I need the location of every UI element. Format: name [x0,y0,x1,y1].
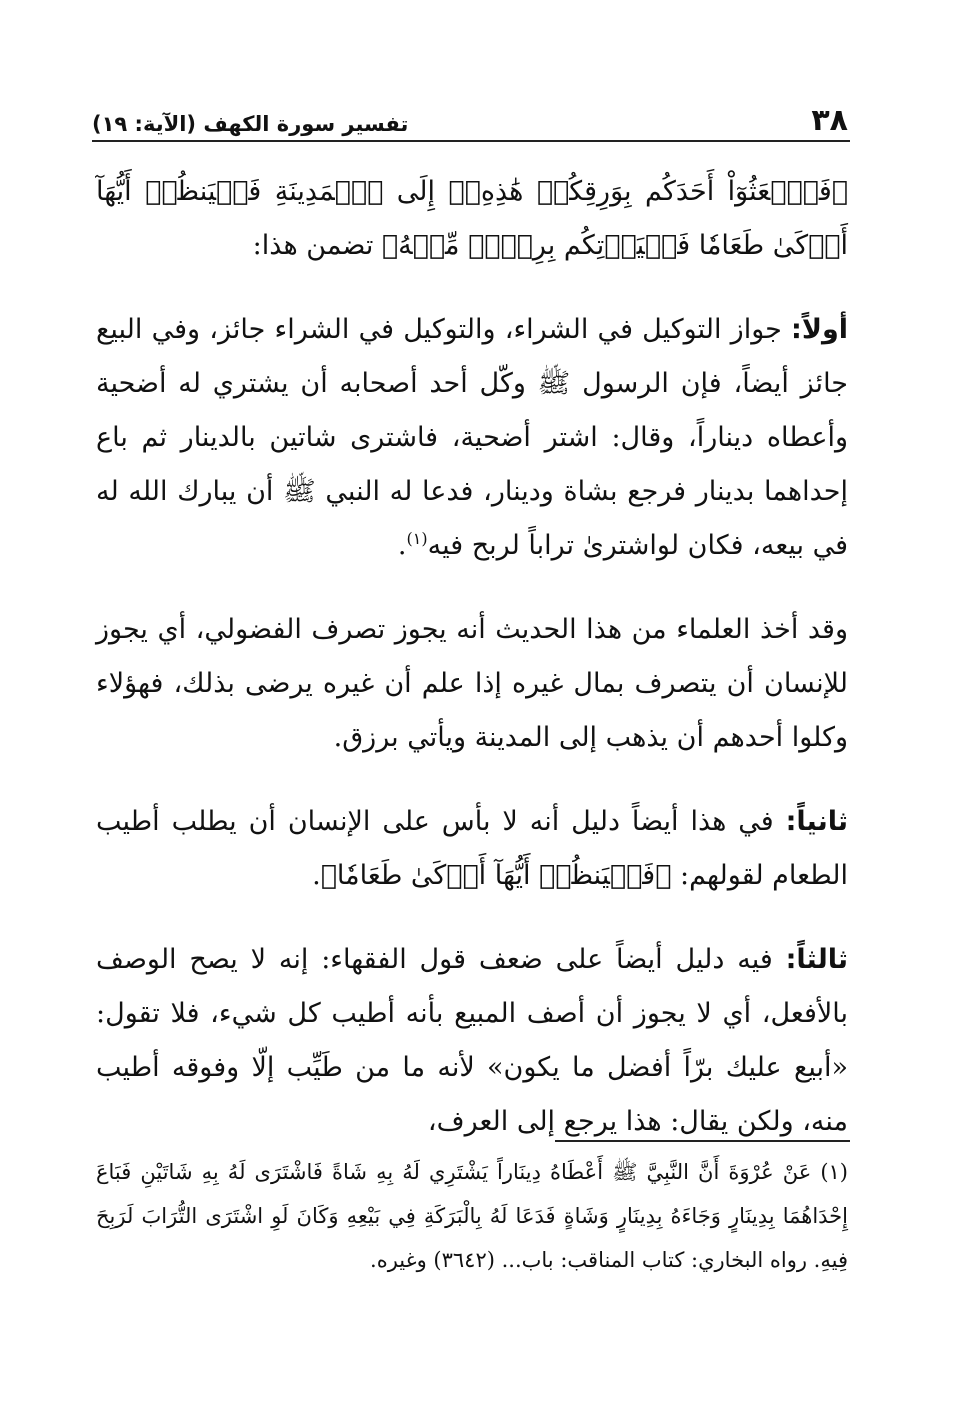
page-number: ٣٨ [811,103,848,138]
page-header [92,92,850,142]
main-text [96,165,848,1179]
verse-text: ﴿فَٱبۡعَثُوٓاْ أَحَدَكُم بِوَرِقِكُمۡ هَٰذِهِۦٓ إِلَى ٱلۡمَدِينَةِ فَلۡيَنظُرۡ أَيُّهَآ أَزۡكَىٰ طَعَامٗا فَلۡيَأۡتِكُم بِرِزۡقٖ مِّنۡهُ﴾ تضمن هذا: [96,176,848,261]
point-first-label: أولاً: [791,314,848,345]
footnotes [96,1150,848,1282]
point-second-paragraph [96,795,848,903]
point-third-paragraph [96,933,848,1149]
point-first-tail: . [397,530,407,561]
fudooli-paragraph [96,603,848,765]
footnote-reference[interactable]: (١) [406,529,428,548]
point-first-paragraph [96,303,848,573]
point-third-text: فيه دليل أيضاً على ضعف قول الفقهاء: إنه لا يصح الوصف بالأفعل، أي لا يجوز أن أصف المبيع بأنه أطيب كل شيء، فلا تقول: «أبيع عليك برّاً أفضل ما يكون» لأنه ما من طَيِّب إلّا وفوقه أطيب منه، ولكن يقال: هذا يرجع إلى العرف، [96,944,848,1137]
footnote-1: (١) عَنْ عُرْوَةَ أَنَّ النَّبِيَّ ﷺ أَعْطَاهُ دِينَاراً يَشْتَرِي لَهُ بِهِ شَاةً فَاشْتَرَى لَهُ بِهِ شَاتَيْنِ فَبَاعَ إِحْدَاهُمَا بِدِينَارٍ وَجَاءَهُ بِدِينَارٍ وَشَاةٍ فَدَعَا لَهُ بِالْبَرَكَةِ فِي بَيْعِهِ وَكَانَ لَوِ اشْتَرَى التُّرَابَ لَرَبِحَ فِيهِ. رواه البخاري: كتاب المناقب: باب... (٣٦٤٢) وغيره. [96,1160,848,1272]
running-title: تفسير سورة الكهف (الآية: ١٩) [92,112,409,136]
point-third-label: ثالثاً: [785,944,848,975]
point-second-text: في هذا أيضاً دليل أنه لا بأس على الإنسان أن يطلب أطيب الطعام لقولهم: ﴿فَلۡيَنظُرۡ أَيُّهَآ أَزۡكَىٰ طَعَامٗا﴾. [96,806,848,891]
footnote-divider [555,1140,850,1142]
fudooli-text: وقد أخذ العلماء من هذا الحديث أنه يجوز تصرف الفضولي، أي يجوز للإنسان أن يتصرف بمال غيره إذا علم أن غيره يرضى بذلك، فهؤلاء وكلوا أحدهم أن يذهب إلى المدينة ويأتي برزق. [96,614,848,753]
point-first-text: جواز التوكيل في الشراء، والتوكيل في الشراء جائز، وفي البيع جائز أيضاً، فإن الرسول ﷺ وكّل أحد أصحابه أن يشتري له أضحية وأعطاه ديناراً، وقال: اشتر أضحية، فاشترى شاتين بالدينار ثم باع إحداهما بدينار فرجع بشاة ودينار، فدعا له النبي ﷺ أن يبارك الله له في بيعه، فكان لواشترىٰ تراباً لربح فيه [96,314,848,561]
point-second-label: ثانياً: [785,806,848,837]
verse-paragraph [96,165,848,273]
